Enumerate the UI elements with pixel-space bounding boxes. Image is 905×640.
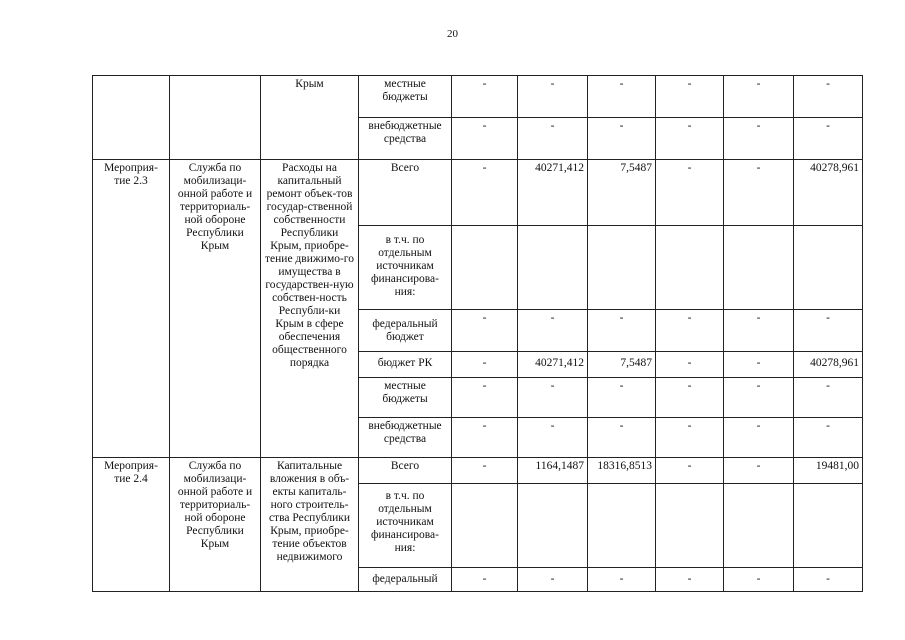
value-cell: - — [588, 76, 656, 118]
value-cell: - — [724, 378, 794, 418]
value-cell: - — [724, 160, 794, 226]
funding-source-cell: бюджет РК — [359, 352, 452, 378]
value-cell: - — [452, 310, 518, 352]
value-cell: - — [724, 568, 794, 592]
value-cell: - — [656, 118, 724, 160]
value-cell — [588, 484, 656, 568]
value-cell: - — [794, 378, 863, 418]
value-cell: - — [656, 160, 724, 226]
value-cell: - — [518, 378, 588, 418]
value-cell: - — [452, 76, 518, 118]
value-cell: 1164,1487 — [518, 458, 588, 484]
description-cell: Расходы на капитальный ремонт объек-тов государ-ственной собственности Республики Крым, приобре-тение движимо-го имущества в государствен-ную собствен-ность Республи-ки Крым в сфере обеспечения общественного порядка — [261, 160, 359, 458]
value-cell: - — [452, 378, 518, 418]
value-cell: 40271,412 — [518, 160, 588, 226]
value-cell — [588, 226, 656, 310]
value-cell: - — [656, 310, 724, 352]
value-cell: - — [518, 418, 588, 458]
value-cell: - — [452, 458, 518, 484]
value-cell: 40278,961 — [794, 160, 863, 226]
value-cell: - — [452, 418, 518, 458]
value-cell: - — [724, 418, 794, 458]
value-cell — [518, 226, 588, 310]
value-cell: 40271,412 — [518, 352, 588, 378]
value-cell: 40278,961 — [794, 352, 863, 378]
value-cell: - — [452, 160, 518, 226]
value-cell — [794, 484, 863, 568]
value-cell: - — [794, 118, 863, 160]
value-cell: - — [518, 310, 588, 352]
funding-source-cell: федеральный — [359, 568, 452, 592]
value-cell — [794, 226, 863, 310]
funding-source-cell: в т.ч. по отдельным источникам финансирова-ния: — [359, 484, 452, 568]
value-cell: - — [724, 118, 794, 160]
value-cell — [724, 484, 794, 568]
funding-source-cell: в т.ч. по отдельным источникам финансирова-ния: — [359, 226, 452, 310]
funding-source-cell: внебюджетные средства — [359, 118, 452, 160]
executor-cell: Служба по мобилизаци-онной работе и территориаль-ной обороне Республики Крым — [170, 160, 261, 458]
value-cell — [656, 484, 724, 568]
value-cell: 18316,8513 — [588, 458, 656, 484]
value-cell: - — [724, 458, 794, 484]
executor-cell — [170, 76, 261, 160]
value-cell — [452, 484, 518, 568]
value-cell: - — [518, 118, 588, 160]
value-cell: - — [452, 118, 518, 160]
page-number: 20 — [447, 28, 458, 40]
funding-source-cell: внебюджетные средства — [359, 418, 452, 458]
table-row — [93, 160, 863, 226]
funding-source-cell: Всего — [359, 458, 452, 484]
value-cell: - — [794, 418, 863, 458]
value-cell: - — [588, 568, 656, 592]
value-cell: 7,5487 — [588, 352, 656, 378]
funding-source-cell: местные бюджеты — [359, 76, 452, 118]
value-cell: - — [656, 458, 724, 484]
value-cell: - — [452, 352, 518, 378]
value-cell: - — [518, 76, 588, 118]
value-cell — [518, 484, 588, 568]
value-cell: - — [452, 568, 518, 592]
value-cell: - — [794, 76, 863, 118]
value-cell: - — [656, 418, 724, 458]
value-cell: - — [794, 568, 863, 592]
description-cell: Капитальные вложения в объ-екты капиталь-ного строитель-ства Республики Крым, приобре-тение объектов недвижимого — [261, 458, 359, 592]
value-cell: - — [656, 568, 724, 592]
funding-table — [92, 75, 863, 592]
value-cell: - — [656, 352, 724, 378]
value-cell: - — [588, 310, 656, 352]
value-cell — [724, 226, 794, 310]
funding-source-cell: федеральный бюджет — [359, 310, 452, 352]
event-cell: Мероприя-тие 2.4 — [93, 458, 170, 592]
value-cell: 7,5487 — [588, 160, 656, 226]
value-cell: - — [794, 310, 863, 352]
value-cell: - — [724, 310, 794, 352]
value-cell: 19481,00 — [794, 458, 863, 484]
value-cell: - — [518, 568, 588, 592]
funding-source-cell: местные бюджеты — [359, 378, 452, 418]
event-cell: Мероприя-тие 2.3 — [93, 160, 170, 458]
value-cell — [452, 226, 518, 310]
value-cell: - — [588, 118, 656, 160]
table-row — [93, 458, 863, 484]
value-cell: - — [656, 378, 724, 418]
value-cell: - — [724, 352, 794, 378]
funding-source-cell: Всего — [359, 160, 452, 226]
event-cell — [93, 76, 170, 160]
value-cell: - — [724, 76, 794, 118]
executor-cell: Служба по мобилизаци-онной работе и территориаль-ной обороне Республики Крым — [170, 458, 261, 592]
table-row — [93, 76, 863, 118]
value-cell: - — [588, 418, 656, 458]
value-cell: - — [588, 378, 656, 418]
value-cell: - — [656, 76, 724, 118]
description-cell: Крым — [261, 76, 359, 160]
value-cell — [656, 226, 724, 310]
